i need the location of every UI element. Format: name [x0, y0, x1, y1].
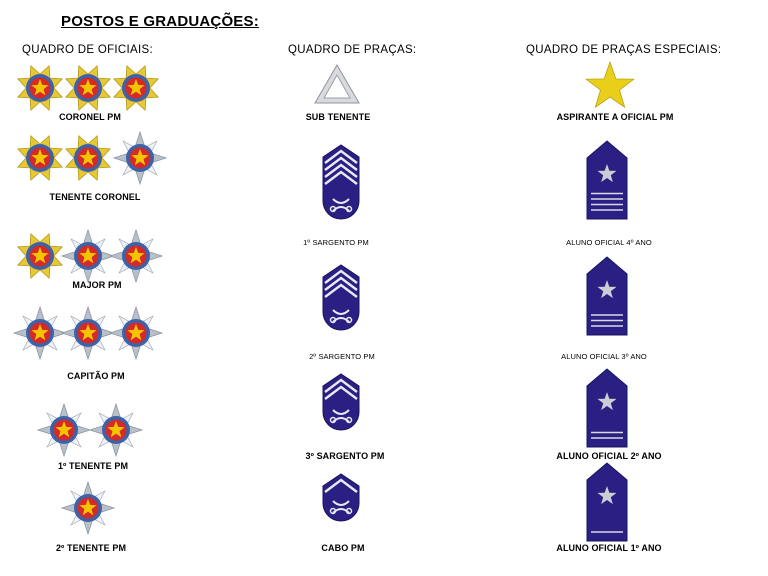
- chevron-shoulder-patch: [321, 472, 361, 521]
- silver-star-insignia: [62, 482, 114, 534]
- silver-star-insignia: [110, 307, 162, 359]
- silver-star-insignia: [38, 404, 90, 456]
- chevron-shoulder-patch: [321, 372, 361, 430]
- label-aluno-1: ALUNO OFICIAL 1º ANO: [556, 543, 662, 553]
- label-2-tenente: 2º TENENTE PM: [55, 543, 127, 553]
- aluno-shoulder-board: [586, 140, 628, 220]
- silver-star-insignia: [110, 230, 162, 282]
- aluno-shoulder-board: [586, 462, 628, 542]
- silver-star-insignia: [14, 307, 66, 359]
- label-aluno-2: ALUNO OFICIAL 2º ANO: [556, 451, 662, 461]
- page-title: POSTOS E GRADUAÇÕES:: [61, 13, 259, 30]
- label-1-sargento: 1º SARGENTO PM: [303, 238, 369, 247]
- gold-star-insignia: [14, 62, 66, 114]
- aluno-shoulder-board: [586, 368, 628, 448]
- label-aluno-4: ALUNO OFICIAL 4º ANO: [566, 238, 652, 247]
- label-1-tenente: 1º TENENTE PM: [57, 461, 129, 471]
- column-header-oficiais: QUADRO DE OFICIAIS:: [22, 44, 153, 56]
- label-capitao: CAPITÃO PM: [67, 371, 125, 381]
- label-tenente-coronel: TENENTE CORONEL: [49, 192, 141, 202]
- label-major: MAJOR PM: [72, 280, 122, 290]
- gold-star-insignia: [62, 132, 114, 184]
- silver-star-insignia: [62, 230, 114, 282]
- label-aluno-3: ALUNO OFICIAL 3º ANO: [561, 352, 647, 361]
- gold-star-icon: [584, 60, 636, 112]
- chevron-shoulder-patch: [321, 263, 361, 330]
- silver-star-insignia: [114, 132, 166, 184]
- label-2-sargento: 2º SARGENTO PM: [309, 352, 375, 361]
- gold-star-insignia: [110, 62, 162, 114]
- chevron-shoulder-patch: [321, 143, 361, 219]
- triangle-insignia: [313, 63, 361, 107]
- label-cabo: CABO PM: [321, 543, 365, 553]
- gold-star-insignia: [62, 62, 114, 114]
- label-3-sargento: 3º SARGENTO PM: [305, 451, 385, 461]
- label-coronel: CORONEL PM: [59, 112, 121, 122]
- gold-star-insignia: [14, 230, 66, 282]
- label-sub-tenente: SUB TENENTE: [305, 112, 371, 122]
- silver-star-insignia: [62, 307, 114, 359]
- aluno-shoulder-board: [586, 256, 628, 336]
- gold-star-insignia: [14, 132, 66, 184]
- label-aspirante: ASPIRANTE A OFICIAL PM: [556, 112, 674, 122]
- silver-star-insignia: [90, 404, 142, 456]
- column-header-especiais: QUADRO DE PRAÇAS ESPECIAIS:: [526, 44, 722, 56]
- column-header-pracas: QUADRO DE PRAÇAS:: [288, 44, 417, 56]
